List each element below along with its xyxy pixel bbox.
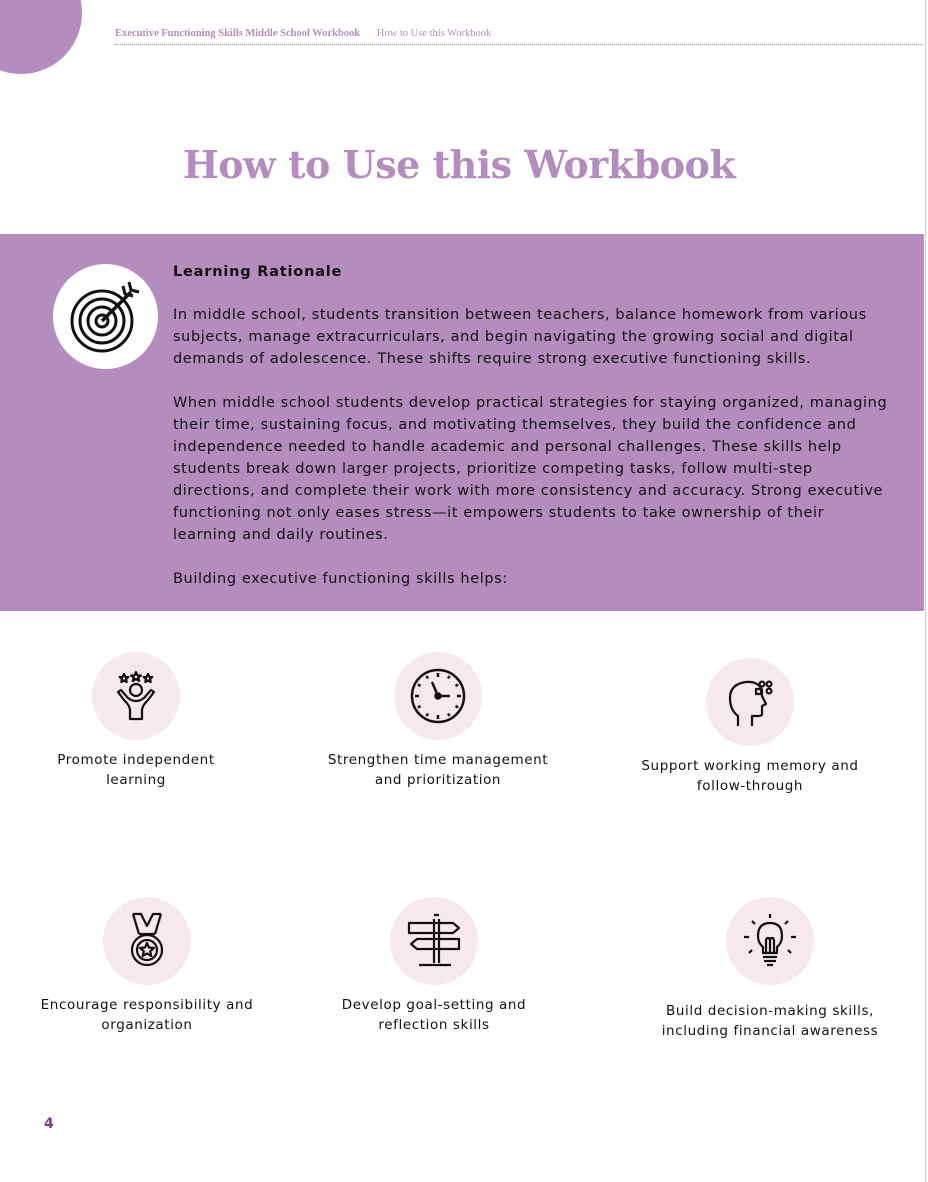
- rationale-heading: Learning Rationale: [173, 264, 343, 280]
- benefit-line: Build decision-making skills,: [666, 1003, 874, 1019]
- benefit-line: organization: [101, 1017, 193, 1033]
- benefit-working-memory: [632, 658, 868, 796]
- page-title: How to Use this Workbook: [182, 142, 736, 187]
- rationale-lead-in: Building executive functioning skills helps:: [173, 571, 508, 587]
- benefit-line: learning: [106, 772, 166, 788]
- page-edge: [925, 0, 926, 1182]
- benefit-decision-making: [648, 897, 892, 1041]
- benefit-line: including financial awareness: [661, 1023, 879, 1039]
- benefit-line: Strengthen time management: [327, 752, 549, 768]
- header-book-title: Executive Functioning Skills Middle School Workbook: [115, 28, 361, 39]
- benefit-line: reflection skills: [378, 1017, 490, 1033]
- rationale-paragraph: When middle school students develop practical strategies for staying organized, managing their time, sustaining focus, and motivating themselves, they build the confidence and independence needed to handle academic and personal challenges. These skills help students break down larger projects, prioritize competing tasks, follow multi-step directions, and complete their work with more consistency and accuracy. Strong executive functioning not only eases stress—it empowers students to take ownership of their learning and daily routines.: [173, 395, 888, 543]
- benefit-time-management: [322, 652, 554, 790]
- target-icon: [69, 280, 143, 354]
- benefit-line: follow-through: [696, 778, 804, 794]
- rationale-paragraph: In middle school, students transition between teachers, balance homework from various subjects, manage extracurriculars, and begin navigating the growing social and digital demands of adolescence. These shifts require strong executive functioning skills.: [173, 307, 867, 367]
- celebrating-person-icon: [110, 670, 162, 722]
- page-number: 4: [44, 1116, 54, 1132]
- corner-decoration: [0, 0, 82, 74]
- clock-icon: [409, 667, 467, 725]
- running-header: [115, 28, 923, 45]
- benefit-line: Encourage responsibility and: [40, 997, 254, 1013]
- benefit-independent-learning: [36, 652, 236, 790]
- head-thought-icon: [724, 676, 776, 728]
- signpost-icon: [405, 913, 463, 969]
- benefit-line: Promote independent: [57, 752, 215, 768]
- benefit-line: Develop goal-setting and: [341, 997, 527, 1013]
- rationale-text: [173, 262, 888, 612]
- lightbulb-icon: [742, 913, 798, 969]
- benefit-goal-setting: [334, 897, 534, 1035]
- benefit-responsibility: [30, 897, 264, 1035]
- benefit-line: and prioritization: [374, 772, 502, 788]
- header-section-title: How to Use this Workbook: [376, 28, 492, 39]
- learning-rationale-section: [0, 234, 924, 611]
- benefit-line: Support working memory and: [641, 758, 859, 774]
- medal-icon: [121, 912, 173, 970]
- target-badge: [53, 264, 158, 369]
